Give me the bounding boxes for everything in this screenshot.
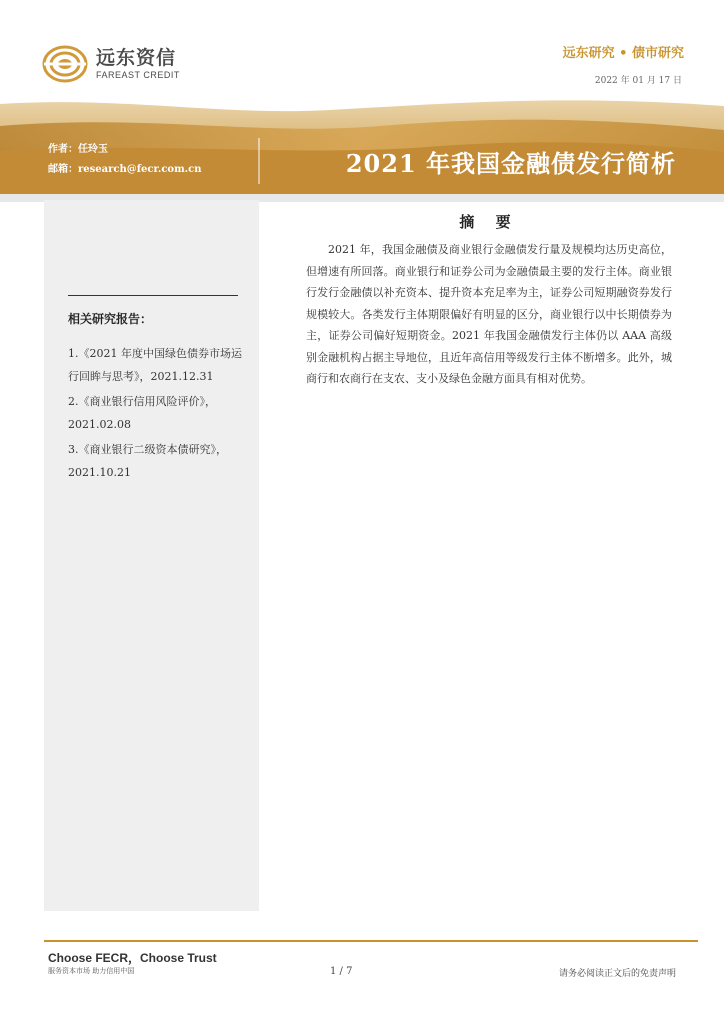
report-title: 2021 年我国金融债发行简析: [345, 149, 676, 178]
logo-english-name: FAREAST CREDIT: [96, 70, 180, 80]
footer-disclaimer: 请务必阅读正文后的免责声明: [558, 969, 676, 979]
logo-rings-icon: [42, 44, 88, 84]
company-logo: [42, 44, 180, 84]
related-report-item[interactable]: 2.《商业银行信用风险评价》，2021.02.08: [68, 395, 216, 431]
logo-chinese-name: 远东资信: [96, 47, 177, 69]
related-report-item[interactable]: 1.《2021 年度中国绿色债券市场运行回眸与思考》，2021.12.31: [68, 347, 242, 383]
page-number: 1 / 7: [330, 966, 353, 977]
related-reports-list: [68, 342, 244, 486]
report-date: 2022 年 01 月 17 日: [594, 76, 682, 86]
sidebar-rule: [68, 295, 238, 296]
related-reports-heading: 相关研究报告：: [68, 312, 153, 326]
report-series: 远东研究 • 债市研究: [562, 46, 684, 61]
abstract-heading: 摘 要: [459, 213, 519, 231]
author-info: [48, 140, 202, 180]
footer-rule: [44, 940, 698, 942]
footer-tagline: Choose FECR，Choose Trust: [48, 951, 217, 965]
author-email[interactable]: 邮箱：research@fecr.com.cn: [48, 164, 202, 175]
related-reports-panel: [44, 200, 259, 911]
footer-motto: 服务资本市场 助力信用中国: [48, 967, 135, 975]
abstract-body: 2021 年，我国金融债及商业银行金融债发行量及规模均达历史高位，但增速有所回落。商业银行和证券公司为金融债最主要的发行主体。商业银行发行金融债以补充资本、提升资本充足率为主，证券公司短期融资券发行规模较大。各类发行主体期限偏好有明显的区分，商业银行以中长期债券为主，证券公司偏好短期资金。2021 年我国金融债发行主体仍以 AAA 高级别金融机构占据主导地位，且近年高信用等级发行主体不断增多。此外，城商行和农商行在支农、支小及绿色金融方面具有相对优势。: [306, 243, 672, 385]
author-name: 作者：任玲玉: [48, 144, 108, 155]
related-report-item[interactable]: 3.《商业银行二级资本债研究》，2021.10.21: [68, 443, 227, 479]
